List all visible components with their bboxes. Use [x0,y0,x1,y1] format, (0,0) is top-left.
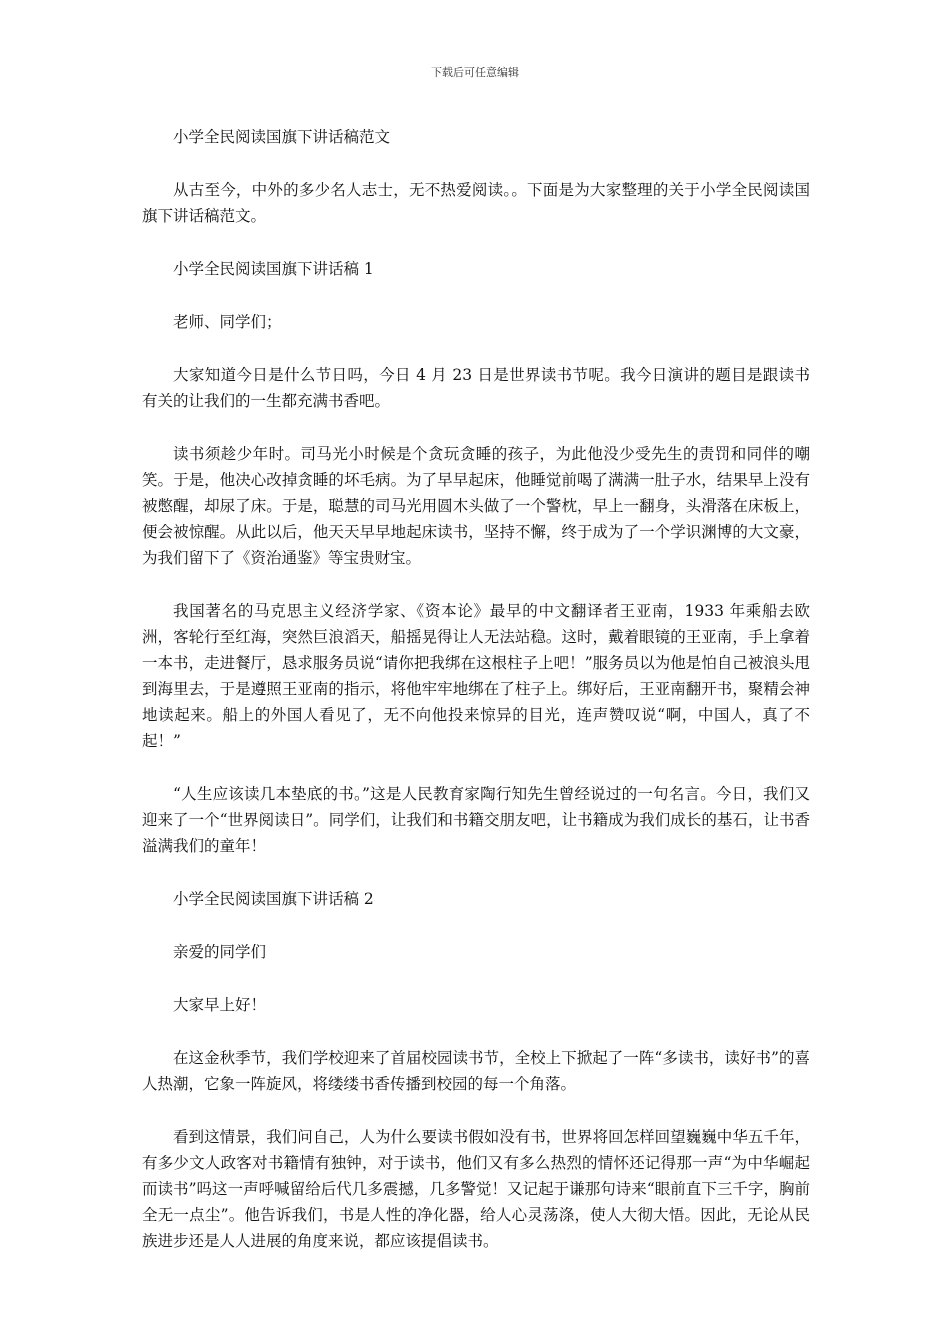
speech2-heading: 小学全民阅读国旗下讲话稿 2 [173,890,374,908]
speech1-heading: 小学全民阅读国旗下讲话稿 1 [173,260,374,278]
speech2-salutation: 大家早上好！ [173,996,267,1014]
intro-paragraph: 从古至今，中外的多少名人志士，无不热爱阅读。。下面是为大家整理的关于小学全民阅读国旗下讲话稿范文。 [142,181,810,225]
speech2-paragraph: 看到这情景，我们问自己，人为什么要读书假如没有书，世界将回怎样回望巍巍中华五千年，有多少文人政客对书籍情有独钟，对于读书，他们又有多么热烈的情怀还记得那一声“为中华崛起而读书”吗这一声呼喊留给后代几多震撼，几多警觉！又记起于谦那句诗来“眼前直下三千字，胸前全无一点尘”。他告诉我们，书是人性的净化器，给人心灵荡涤，使人大彻大悟。因此，无论从民族进步还是人人进展的角度来说，都应该提倡读书。 [142,1128,810,1250]
speech1-greeting: 老师、同学们； [173,313,282,331]
page-header-note: 下载后可任意编辑 [431,66,519,79]
speech2-paragraph: 在这金秋季节，我们学校迎来了首届校园读书节，全校上下掀起了一阵“多读书，读好书”的喜人热潮，它象一阵旋风，将缕缕书香传播到校园的每一个角落。 [142,1049,810,1093]
speech1-paragraph: 大家知道今日是什么节日吗，今日 4 月 23 日是世界读书节呢。我今日演讲的题目是跟读书有关的让我们的一生都充满书香吧。 [142,366,810,410]
speech1-paragraph: 读书须趁少年时。司马光小时候是个贪玩贪睡的孩子，为此他没少受先生的责罚和同伴的嘲笑。于是，他决心改掉贪睡的坏毛病。为了早早起床，他睡觉前喝了满满一肚子水，结果早上没有被憋醒，却尿了床。于是，聪慧的司马光用圆木头做了一个警枕，早上一翻身，头滑落在床板上，便会被惊醒。从此以后，他天天早早地起床读书，坚持不懈，终于成为了一个学识渊博的大文豪，为我们留下了《资治通鉴》等宝贵财宝。 [142,445,810,567]
document-body [142,124,810,1254]
document-title: 小学全民阅读国旗下讲话稿范文 [173,128,391,146]
speech1-paragraph: “人生应该读几本垫底的书。”这是人民教育家陶行知先生曾经说过的一句名言。今日，我们又迎来了一个“世界阅读日”。同学们，让我们和书籍交朋友吧，让书籍成为我们成长的基石，让书香溢满我们的童年！ [142,785,810,855]
speech1-paragraph: 我国著名的马克思主义经济学家、《资本论》最早的中文翻译者王亚南，1933 年乘船去欧洲，客轮行至红海，突然巨浪滔天，船摇晃得让人无法站稳。这时，戴着眼镜的王亚南，手上拿着一本书，走进餐厅，恳求服务员说“请你把我绑在这根柱子上吧！”服务员以为他是怕自己被浪头甩到海里去，于是遵照王亚南的指示，将他牢牢地绑在了柱子上。绑好后，王亚南翻开书，聚精会神地读起来。船上的外国人看见了，无不向他投来惊异的目光，连声赞叹说“啊，中国人，真了不起！” [142,602,810,750]
speech2-greeting: 亲爱的同学们 [173,943,267,961]
